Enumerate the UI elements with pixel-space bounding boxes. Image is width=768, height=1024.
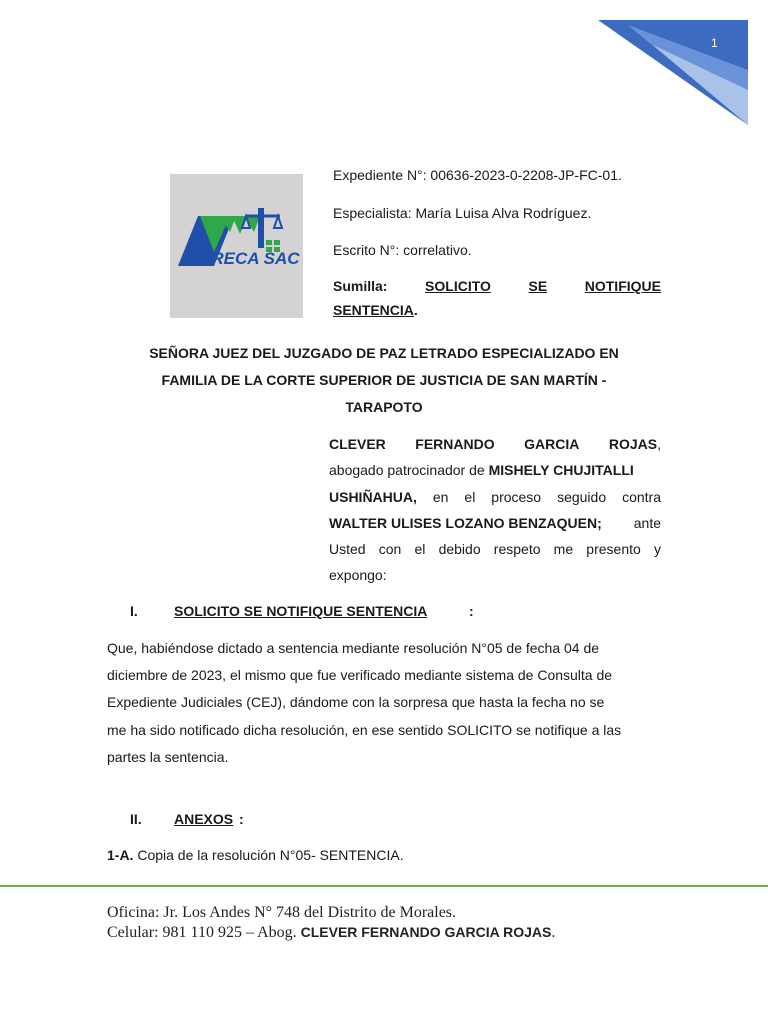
escrito: Escrito N°: correlativo.	[333, 242, 472, 258]
intro-word: debido	[438, 541, 481, 558]
sumilla-end: .	[413, 302, 418, 318]
intro-word: ,	[657, 436, 661, 452]
client-name: USHIÑAHUA,	[329, 488, 417, 505]
intro-word: el	[414, 541, 426, 558]
body-line: me ha sido notificado dicha resolución, en ese sentido SOLICITO se notifique a las	[107, 721, 622, 738]
body-line	[107, 635, 661, 662]
intro-word: me	[553, 541, 574, 558]
logo-graphic	[170, 174, 303, 318]
intro-text: abogado patrocinador de	[329, 462, 489, 479]
section-1-body	[107, 635, 661, 771]
anexo-item	[107, 847, 404, 863]
intro-word: con	[378, 541, 402, 558]
defendant-name: WALTER ULISES LOZANO BENZAQUEN;	[329, 514, 602, 531]
intro-word: proceso	[491, 488, 542, 505]
anexo-label: 1-A.	[107, 847, 134, 863]
section-title: SOLICITO SE NOTIFIQUE SENTENCIA	[174, 603, 428, 619]
intro-word: en	[432, 488, 449, 505]
intro-word: y	[653, 541, 661, 558]
especialista: Especialista: María Luisa Alva Rodríguez.	[333, 205, 592, 221]
anexo-text: Copia de la resolución N°05- SENTENCIA.	[133, 847, 404, 863]
sumilla-word: SE	[528, 278, 548, 294]
section-colon: :	[469, 603, 474, 619]
sumilla	[333, 278, 661, 318]
footer-phone: Celular: 981 110 925 – Abog.	[107, 924, 301, 941]
corner-decoration	[598, 20, 748, 130]
section-title: ANEXOS	[174, 811, 234, 827]
footer-celular	[107, 924, 555, 942]
footer-divider	[0, 885, 768, 887]
footer-oficina: Oficina: Jr. Los Andes N° 748 del Distrito de Morales.	[107, 904, 457, 921]
body-line: Expediente Judiciales (CEJ), dándome con la sorpresa que hasta la fecha no se	[107, 694, 605, 711]
intro-word: CLEVER	[329, 436, 386, 452]
sumilla-word: SENTENCIA	[333, 302, 414, 318]
intro-word: ante	[633, 514, 661, 531]
intro-paragraph	[329, 431, 661, 589]
page-number: 1	[711, 36, 718, 50]
intro-word: FERNANDO	[415, 436, 495, 452]
footer-end: .	[551, 924, 556, 941]
addressee-line: FAMILIA DE LA CORTE SUPERIOR DE JUSTICIA DE SAN MARTÍN -	[161, 372, 607, 388]
intro-word: seguido	[557, 488, 607, 505]
addressee-line: SEÑORA JUEZ DEL JUZGADO DE PAZ LETRADO ESPECIALIZADO EN	[149, 345, 619, 361]
intro-word: GARCIA	[524, 436, 580, 452]
intro-word: Usted	[329, 541, 366, 558]
body-line: partes la sentencia.	[107, 748, 229, 765]
intro-word: ROJAS	[608, 436, 658, 452]
sumilla-label: Sumilla:	[333, 278, 388, 294]
addressee	[120, 340, 648, 421]
company-logo	[170, 174, 303, 318]
sumilla-word: SOLICITO	[425, 278, 491, 294]
intro-word: presento	[586, 541, 641, 558]
section-number: II.	[130, 811, 142, 827]
intro-word: contra	[622, 488, 661, 505]
intro-word: el	[464, 488, 476, 505]
logo-text: PRECA SAC	[200, 249, 300, 268]
footer-lawyer: CLEVER FERNANDO GARCIA ROJAS	[300, 924, 552, 940]
section-colon: :	[239, 811, 244, 827]
addressee-line: TARAPOTO	[345, 399, 423, 415]
intro-word: expongo:	[329, 567, 387, 584]
sumilla-word: NOTIFIQUE	[584, 278, 661, 294]
intro-word: respeto	[493, 541, 541, 558]
client-name: MISHELY CHUJITALLI	[488, 462, 634, 479]
expediente: Expediente N°: 00636-2023-0-2208-JP-FC-01.	[333, 167, 622, 183]
body-text: Que, habiéndose dictado a sentencia mediante resolución N°05 de fecha 04 de	[107, 640, 600, 656]
body-line: diciembre de 2023, el mismo que fue verificado mediante sistema de Consulta de	[107, 667, 613, 684]
section-number: I.	[130, 603, 138, 619]
